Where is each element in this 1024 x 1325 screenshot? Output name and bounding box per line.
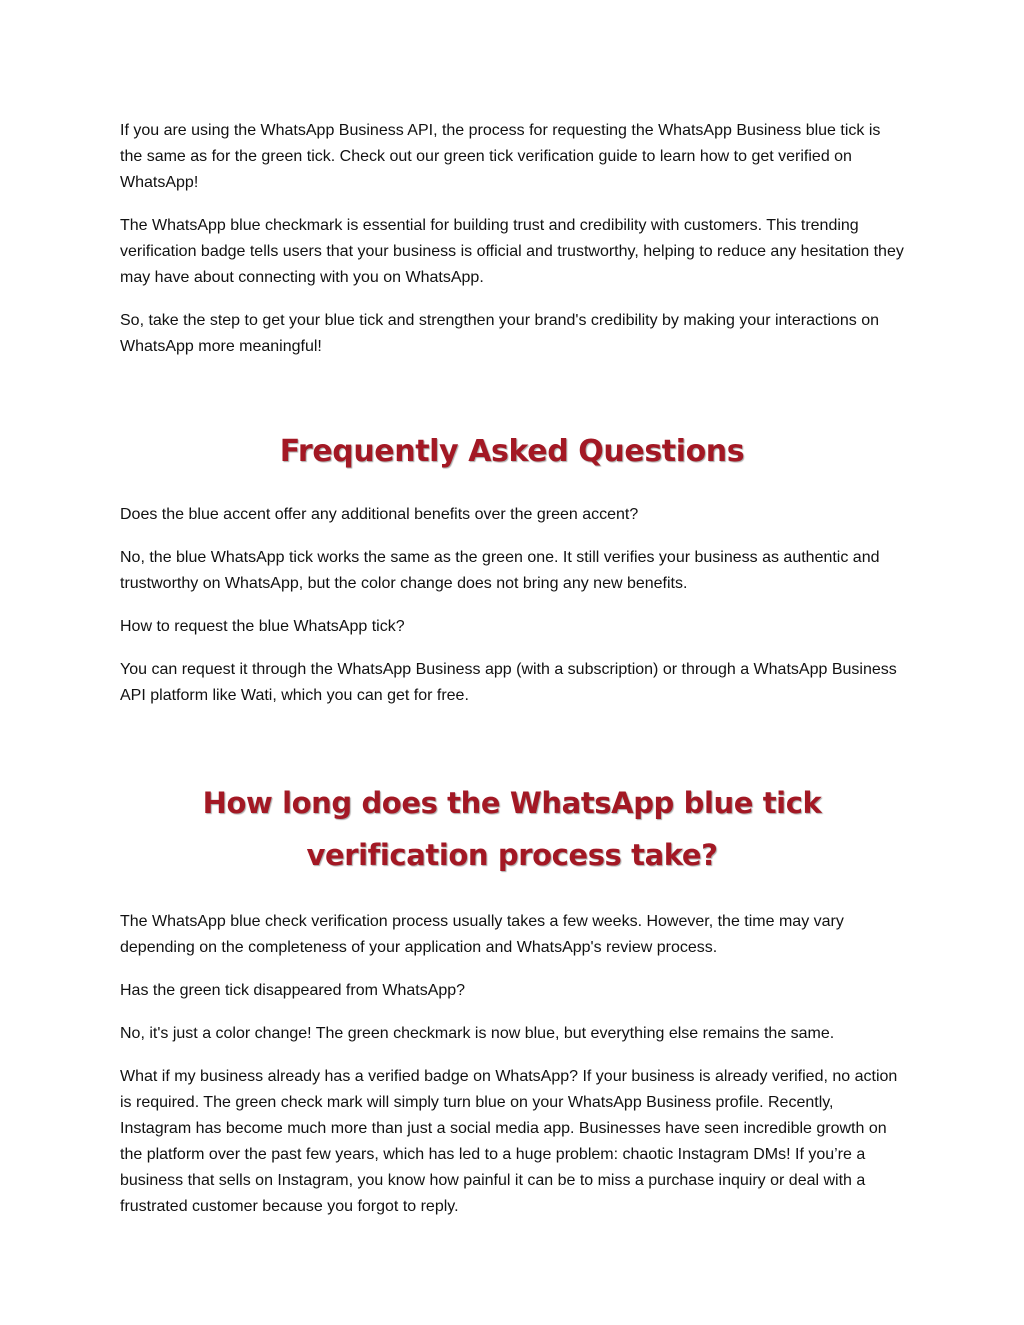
howlong-answer-1: No, it's just a color change! The green checkmark is now blue, but everything else remains the same. bbox=[120, 1025, 835, 1042]
intro-paragraph-2: The WhatsApp blue checkmark is essential for building trust and credibility with customers. This trending verification badge tells users that your business is official and trustworthy, helping to reduce any hesitation they may have about connecting with you on WhatsApp. bbox=[120, 217, 904, 286]
document-page bbox=[120, 118, 904, 1220]
howlong-paragraph-1: The WhatsApp blue check verification process usually takes a few weeks. However, the time may vary depending on the completeness of your application and WhatsApp's review process. bbox=[120, 913, 844, 956]
faq-answer-1: No, the blue WhatsApp tick works the same as the green one. It still verifies your business as authentic and trustworthy on WhatsApp, but the color change does not bring any new benefits. bbox=[120, 549, 880, 592]
faq-question-1: Does the blue accent offer any additional benefits over the green accent? bbox=[120, 506, 639, 523]
howlong-question-1: Has the green tick disappeared from WhatsApp? bbox=[120, 982, 466, 999]
faq-heading: Frequently Asked Questions bbox=[279, 434, 745, 469]
intro-paragraph-3: So, take the step to get your blue tick and strengthen your brand's credibility by making your interactions on WhatsApp more meaningful! bbox=[120, 312, 880, 355]
howlong-heading: How long does the WhatsApp blue tick verification process take? bbox=[202, 786, 822, 872]
intro-paragraph-1: If you are using the WhatsApp Business API, the process for requesting the WhatsApp Business blue tick is the same as for the green tick. Check out our green tick verification guide to learn how to get verified on WhatsApp! bbox=[120, 122, 881, 191]
faq-answer-2: You can request it through the WhatsApp Business app (with a subscription) or through a WhatsApp Business API platform like Wati, which you can get for free. bbox=[120, 661, 897, 704]
howlong-paragraph-2: What if my business already has a verified badge on WhatsApp? If your business is already verified, no action is required. The green check mark will simply turn blue on your WhatsApp Business profile. Recently, Instagram has become much more than just a social media app. Businesses have seen incredible growth on the platform over the past few years, which has led to a huge problem: chaotic Instagram DMs! If you’re a business that sells on Instagram, you know how painful it can be to miss a purchase inquiry or deal with a frustrated customer because you forgot to reply. bbox=[120, 1068, 898, 1215]
faq-question-2: How to request the blue WhatsApp tick? bbox=[120, 618, 405, 635]
